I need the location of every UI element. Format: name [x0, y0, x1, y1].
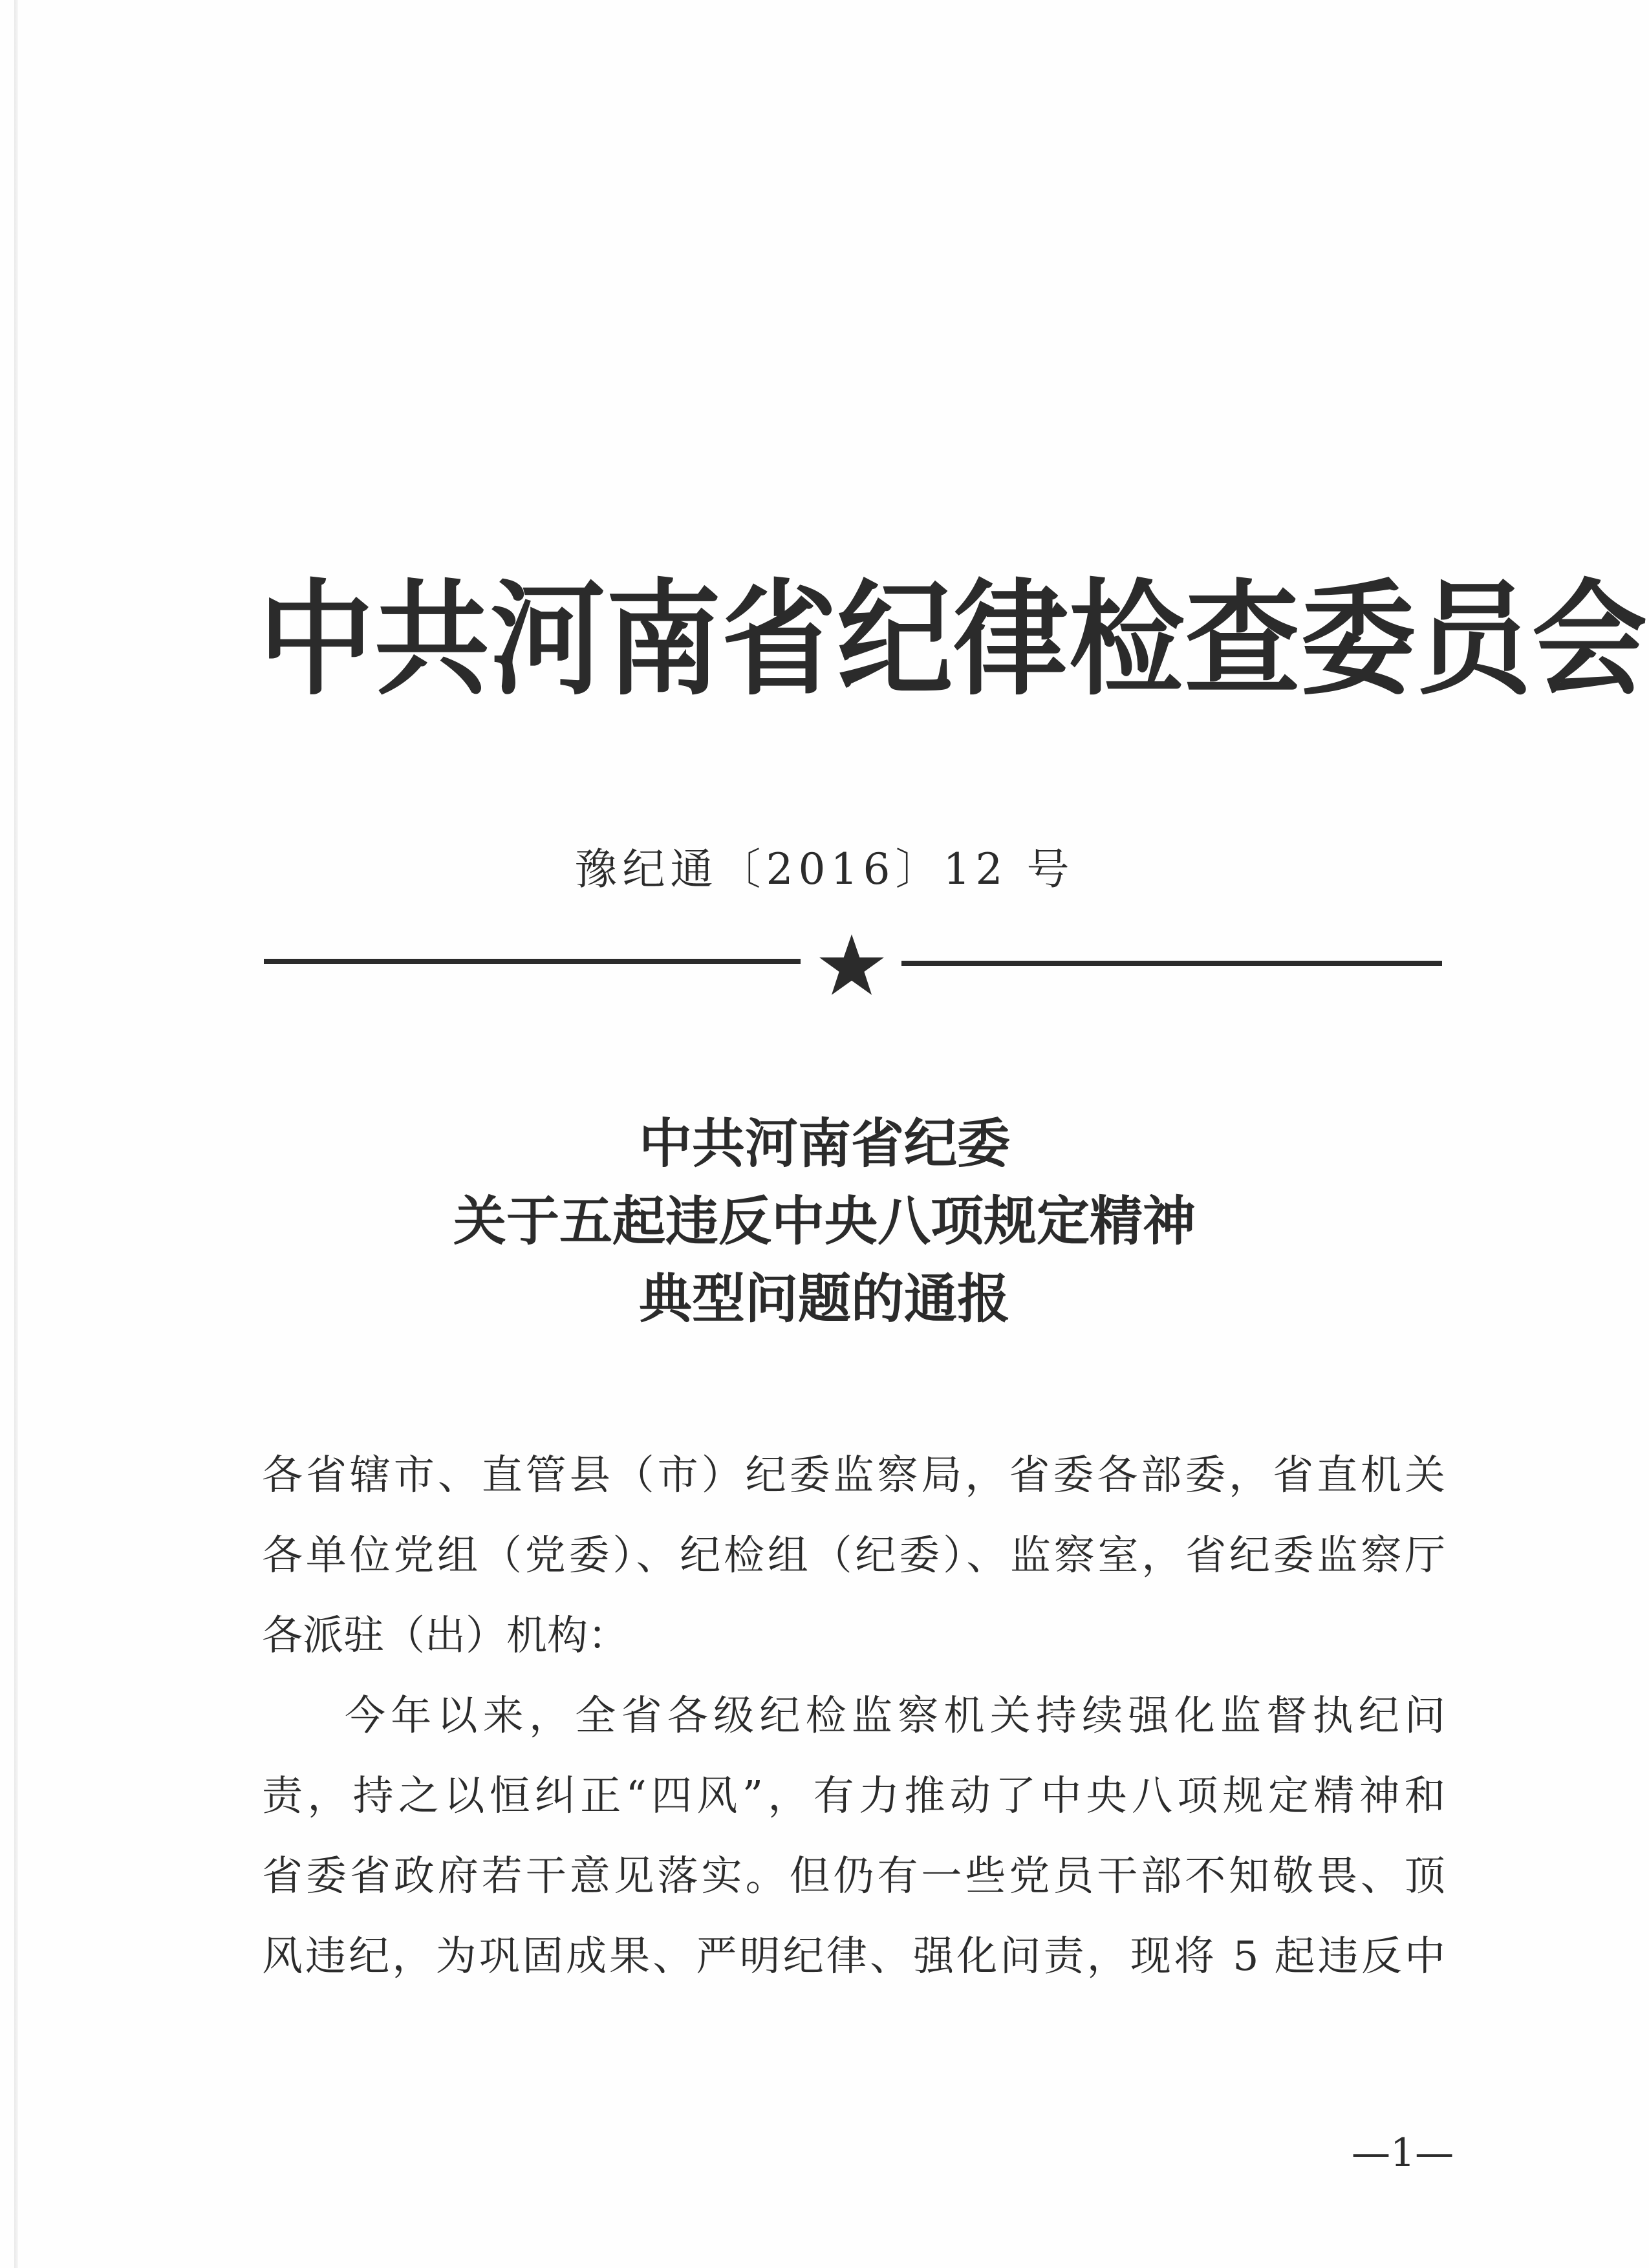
body-line: 今年以来，全省各级纪检监察机关持续强化监督执纪问: [345, 1692, 1445, 1739]
divider-line-right: [901, 961, 1442, 966]
notice-title: [0, 1106, 1649, 1338]
body-line: 省委省政府若干意见落实。但仍有一些党员干部不知敬畏、顶: [262, 1852, 1445, 1899]
body-line: 风违纪，为巩固成果、严明纪律、强化问责，现将 5 起违反中: [262, 1932, 1445, 1980]
header-divider: [264, 933, 1442, 991]
body-line: 各派驻（出）机构：: [262, 1612, 629, 1659]
org-title: 中共河南省纪律检查委员会: [259, 567, 1648, 712]
body-text: [262, 1435, 1445, 1996]
notice-title-line: 关于五起违反中央八项规定精神: [453, 1191, 1196, 1252]
notice-title-line: 典型问题的通报: [638, 1268, 1010, 1330]
body-line: 各单位党组（党委）、纪检组（纪委）、监察室，省纪委监察厅: [262, 1532, 1445, 1579]
body-line: 责，持之以恒纠正“四风”，有力推动了中央八项规定精神和: [262, 1772, 1445, 1819]
notice-title-line: 中共河南省纪委: [638, 1113, 1010, 1175]
divider-line-left: [264, 959, 801, 964]
body-line: 各省辖市、直管县（市）纪委监察局，省委各部委，省直机关: [262, 1451, 1445, 1499]
star-icon: [817, 933, 886, 998]
document-number: 豫纪通〔2016〕12 号: [574, 844, 1075, 894]
page-number: —1—: [1352, 2130, 1454, 2176]
